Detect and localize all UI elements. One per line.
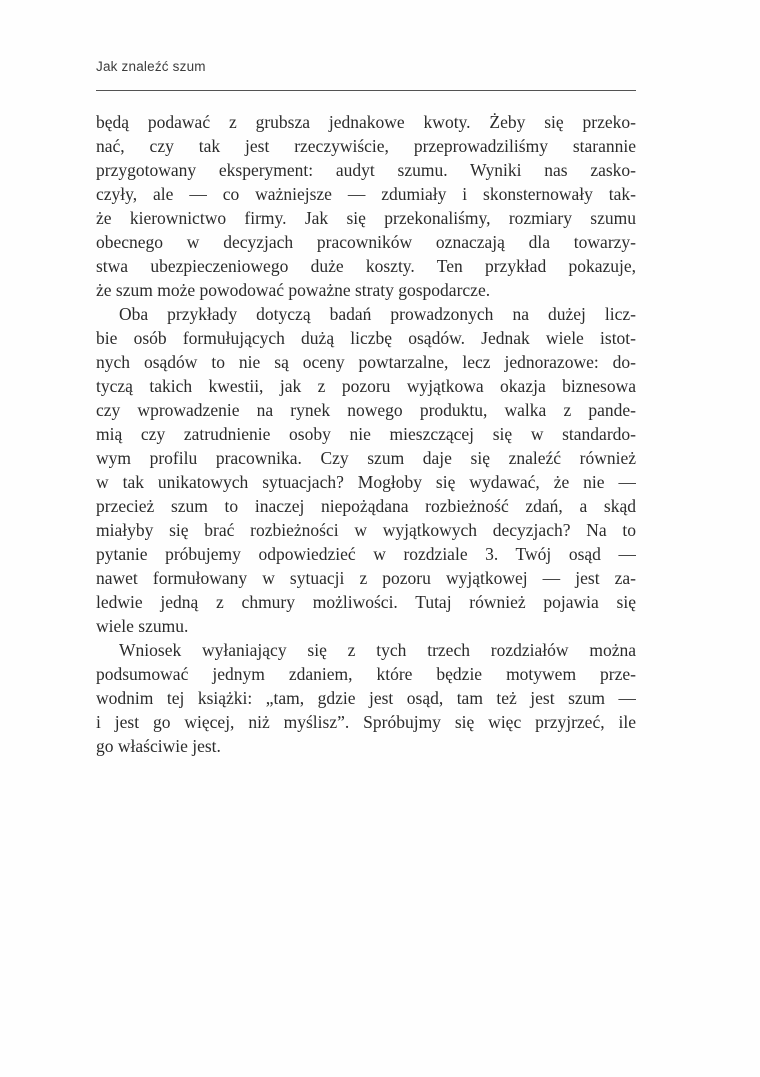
header-rule <box>96 90 636 91</box>
text-line: mią czy zatrudnienie osoby nie mieszczącej się w standardo- <box>96 424 636 444</box>
text-line: i jest go więcej, niż myślisz”. Spróbujmy się więc przyjrzeć, ile <box>96 712 636 732</box>
text-line: nych osądów to nie są oceny powtarzalne, lecz jednorazowe: do- <box>96 352 636 372</box>
text-line: że szum może powodować poważne straty gospodarcze. <box>96 280 491 300</box>
text-line: przygotowany eksperyment: audyt szumu. Wyniki nas zasko- <box>96 160 636 180</box>
text-line: go właściwie jest. <box>96 736 221 756</box>
text-line: czy wprowadzenie na rynek nowego produktu, walka z pande- <box>96 400 636 420</box>
text-line: Wniosek wyłaniający się z tych trzech rozdziałów można <box>119 640 636 660</box>
text-line: miałyby się brać rozbieżności w wyjątkowych decyzjach? Na to <box>96 520 636 540</box>
text-line: bie osób formułujących dużą liczbę osądów. Jednak wiele istot- <box>96 328 636 348</box>
text-block <box>96 110 636 758</box>
text-line: nać, czy tak jest rzeczywiście, przeprowadziliśmy starannie <box>96 136 636 156</box>
content-column <box>96 0 636 758</box>
text-line: podsumować jednym zdaniem, które będzie motywem prze- <box>96 664 636 684</box>
text-line: że kierownictwo firmy. Jak się przekonaliśmy, rozmiary szumu <box>96 208 636 228</box>
text-line: wodnim tej książki: „tam, gdzie jest osąd, tam też jest szum — <box>96 688 636 708</box>
running-head: Jak znaleźć szum <box>96 59 206 74</box>
text-line: ledwie jedną z chmury możliwości. Tutaj również pojawia się <box>96 592 636 612</box>
text-line: wym profilu pracownika. Czy szum daje się znaleźć również <box>96 448 636 468</box>
text-line: w tak unikatowych sytuacjach? Mogłoby się wydawać, że nie — <box>96 472 636 492</box>
text-line: tyczą takich kwestii, jak z pozoru wyjątkowa okazja biznesowa <box>96 376 636 396</box>
text-line: Oba przykłady dotyczą badań prowadzonych na dużej licz- <box>119 304 636 324</box>
text-line: przecież szum to inaczej niepożądana rozbieżność zdań, a skąd <box>96 496 636 516</box>
paragraph <box>96 638 636 758</box>
text-line: nawet formułowany w sytuacji z pozoru wyjątkowej — jest za- <box>96 568 636 588</box>
text-line: będą podawać z grubsza jednakowe kwoty. Żeby się przeko- <box>96 112 636 132</box>
text-line: stwa ubezpieczeniowego duże koszty. Ten przykład pokazuje, <box>96 256 636 276</box>
text-line: pytanie próbujemy odpowiedzieć w rozdziale 3. Twój osąd — <box>96 544 636 564</box>
paragraph <box>96 302 636 638</box>
text-line: wiele szumu. <box>96 616 189 636</box>
text-line: czyły, ale — co ważniejsze — zdumiały i skonsternowały tak- <box>96 184 636 204</box>
text-line: obecnego w decyzjach pracowników oznaczają dla towarzy- <box>96 232 636 252</box>
paragraph <box>96 110 636 302</box>
